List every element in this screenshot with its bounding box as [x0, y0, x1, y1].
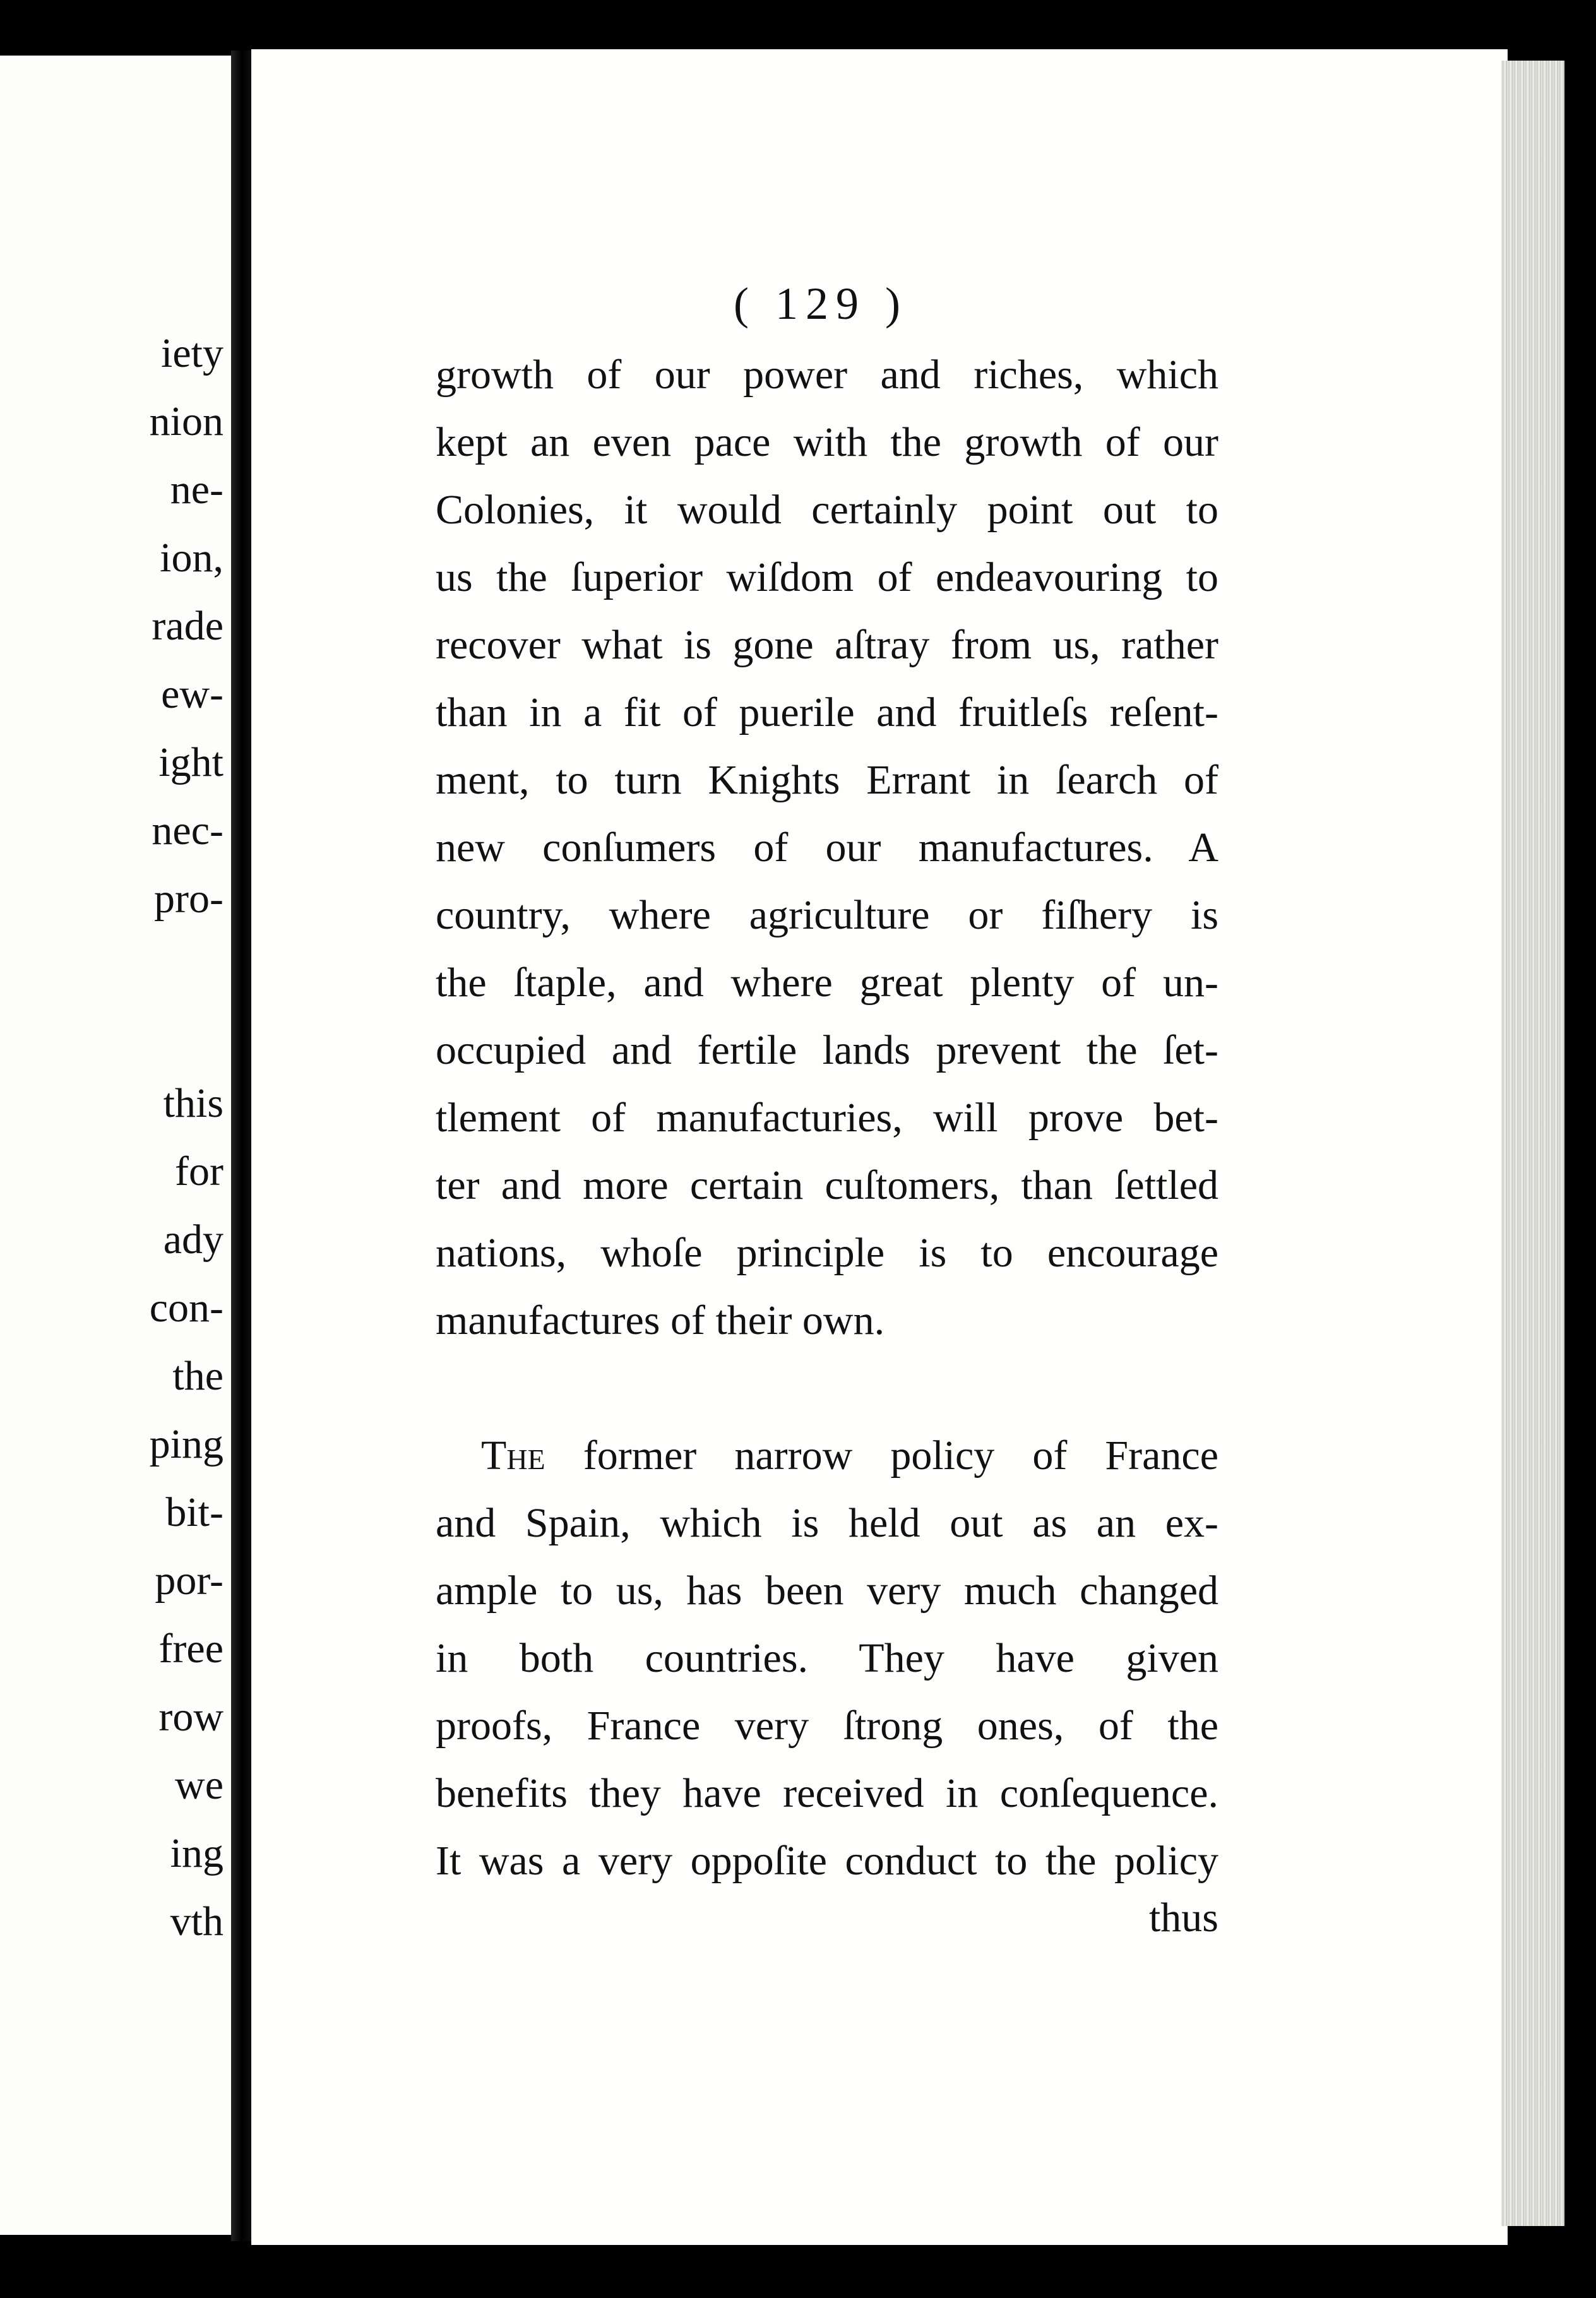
- facing-fragment: ight: [158, 739, 223, 785]
- facing-fragment-blank: [0, 1001, 234, 1069]
- page-edges: [1501, 61, 1564, 2226]
- text-line: manufactures of their own.: [436, 1297, 885, 1343]
- text-line: occupied and fertile lands prevent the ſet-: [436, 1027, 1218, 1073]
- text-line: ample to us, has been very much changed: [436, 1568, 1218, 1614]
- facing-fragment: iety: [161, 330, 223, 376]
- text-line: kept an even pace with the growth of our: [436, 419, 1218, 465]
- text-line: us the ſuperior wiſdom of endeavouring to: [436, 554, 1218, 600]
- text-line: country, where agriculture or fiſhery is: [436, 892, 1218, 938]
- facing-fragment: this: [163, 1080, 223, 1126]
- book-gutter: [231, 51, 253, 2241]
- facing-fragment: for: [175, 1148, 223, 1194]
- facing-fragment: ion,: [160, 535, 223, 581]
- paragraph-break: [436, 1354, 1218, 1422]
- facing-fragment-blank: [0, 933, 234, 1001]
- text-line: Colonies, it would certainly point out to: [436, 487, 1218, 533]
- facing-page: [0, 56, 237, 2235]
- text-line: tlement of manufacturies, will prove bet-: [436, 1095, 1218, 1141]
- facing-fragment: nec-: [152, 807, 223, 854]
- facing-fragment: the: [172, 1353, 223, 1399]
- text-line: proofs, France very ſtrong ones, of the: [436, 1703, 1218, 1749]
- facing-fragment: bit-: [165, 1489, 223, 1535]
- facing-fragment: we: [175, 1762, 223, 1808]
- text-line: benefits they have received in conſequence.: [436, 1770, 1218, 1816]
- text-line: and Spain, which is held out as an ex-: [436, 1500, 1218, 1546]
- facing-fragment: con-: [149, 1285, 223, 1331]
- text-line: [436, 1422, 1218, 1489]
- facing-fragment: ping: [149, 1421, 223, 1467]
- text-line: new conſumers of our manufactures. A: [436, 825, 1218, 871]
- text-line: growth of our power and riches, which: [436, 352, 1218, 398]
- catchword: thus: [1148, 1895, 1218, 1941]
- facing-page-text-fragments: [0, 319, 234, 1956]
- text-line: ment, to turn Knights Errant in ſearch of: [436, 757, 1218, 803]
- facing-fragment: ew-: [161, 671, 223, 717]
- facing-fragment: pro-: [154, 876, 223, 922]
- facing-fragment: ady: [163, 1217, 223, 1263]
- facing-fragment: ne-: [170, 467, 223, 513]
- facing-fragment: por-: [155, 1557, 223, 1604]
- facing-fragment: rade: [152, 603, 223, 649]
- text-line: the ſtaple, and where great plenty of un-: [436, 960, 1218, 1006]
- body-text: [436, 341, 1218, 1895]
- facing-fragment: vth: [170, 1898, 223, 1944]
- text-line: It was a very oppoſite conduct to the policy: [436, 1838, 1218, 1884]
- paragraph-lead-word: The: [481, 1432, 545, 1479]
- text-line: than in a fit of puerile and fruitleſs reſent-: [436, 689, 1218, 735]
- facing-fragment: row: [158, 1694, 223, 1740]
- text-line-rest: former narrow policy of France: [545, 1432, 1218, 1479]
- facing-fragment: nion: [149, 398, 223, 444]
- facing-fragment: free: [158, 1626, 223, 1672]
- text-line: ter and more certain cuſtomers, than ſettled: [436, 1162, 1218, 1208]
- page-number: ( 129 ): [734, 278, 908, 329]
- text-line: nations, whoſe principle is to encourage: [436, 1230, 1218, 1276]
- text-line: in both countries. They have given: [436, 1635, 1218, 1681]
- facing-fragment: ing: [170, 1830, 223, 1876]
- text-line: recover what is gone aſtray from us, rather: [436, 622, 1218, 668]
